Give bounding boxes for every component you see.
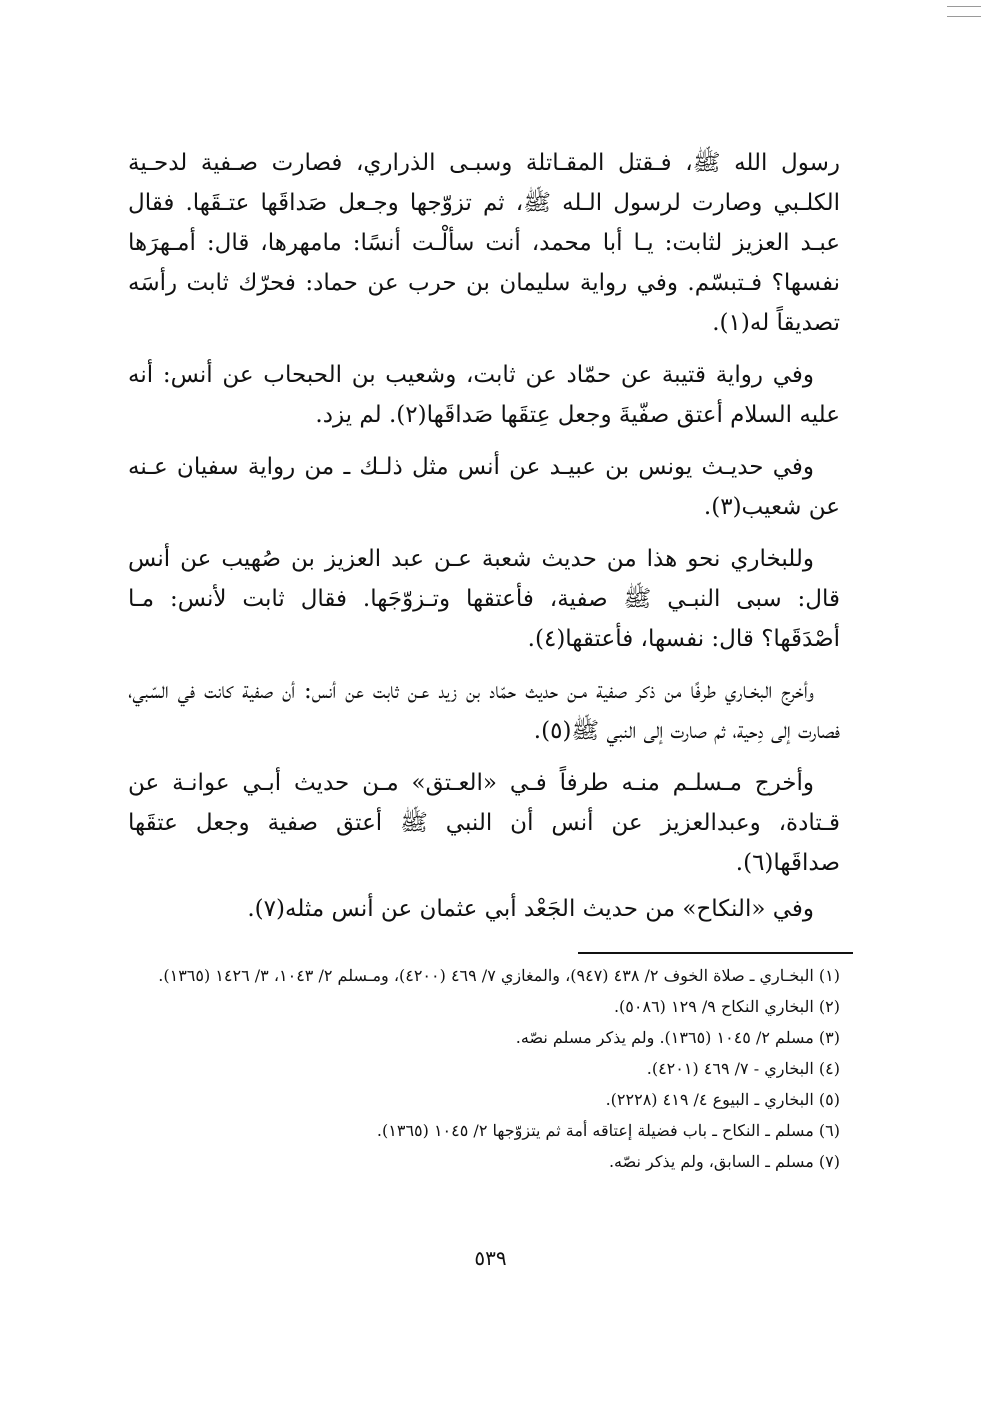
- footnote-1: (١) البخـاري ـ صلاة الخوف ٢/ ٤٣٨ (٩٤٧)، والمغازي ٧/ ٤٦٩ (٤٢٠٠)، ومـسلم ٢/ ١٠٤٣، ٣/ ١٤٢٦ (١٣٦٥).: [158, 966, 840, 985]
- footnote-separator: [578, 952, 853, 954]
- main-text: [128, 143, 840, 929]
- paragraph-5-text: وأخرج البخـاري طرفًا من ذكر صفية مـن حديث حمّاد بن زيد عـن ثابت عن أنس: أن صفية كانت في السّبي، فصارت إلى دِحية، ثم صارت إلى النبي ﷺ(٥).: [128, 678, 840, 744]
- paragraph-6-text: وأخرج مـسلـم منـه طرفاً فـي «العـتق» مـن حديث أبـي عوانـة عن قـتادة، وعبدالعزيز عن أنس أن النبي ﷺ أعتق صفية وجعل عتقَها صداقَها(٦).: [128, 770, 840, 876]
- footnote-4: (٤) البخاري - ٧/ ٤٦٩ (٤٢٠١).: [646, 1059, 840, 1078]
- paragraph-5: [128, 671, 840, 751]
- footnote-7: (٧) مسلم ـ السابق، ولم يذكر نصّه.: [608, 1152, 840, 1171]
- paragraph-4: [128, 539, 840, 659]
- paragraph-1: رسول الله ﷺ، فـقتل المقـاتلة وسبـى الذراري، فصارت صـفية لدحـية الكلـبي وصارت لرسول الـله ﷺ، ثم تزوّجها وجـعل صَداقَها عتـقَها. فقال عبـد العزيز لثابت: يـا أبا محمد، أنت سألْـت أنسًا: مامهرها، قال: أمـهرَها نفسها؟ فـتبسّم. وفي رواية سليمان بن حرب عن حماد: فحرّك ثابت رأسَه تصديقاً له(١).: [128, 150, 840, 336]
- footnote-3: (٣) مسلم ٢/ ١٠٤٥ (١٣٦٥). ولم يذكر مسلم نصّه.: [515, 1028, 840, 1047]
- paragraph-7-text: وفي «النكاح» من حديث الجَعْد أبي عثمان عن أنس مثله(٧).: [247, 896, 814, 922]
- footnotes: [128, 960, 840, 1177]
- paragraph-3: [128, 447, 840, 527]
- paragraph-2-text: وفي رواية قتيبة عن حمّاد عن ثابت، وشعيب بن الحبحاب عن أنس: أنه عليه السلام أعتق صفّيةَ وجعل عِتقَها صَداقَها(٢). لم يزد.: [128, 362, 840, 428]
- paragraph-7: [128, 889, 840, 929]
- scan-corner-mark: [947, 6, 981, 17]
- paragraph-2: [128, 355, 840, 435]
- paragraph-6: [128, 763, 840, 883]
- page-number: ٥٣٩: [474, 1246, 507, 1270]
- paragraph-4-text: وللبخاري نحو هذا من حديث شعبة عـن عبد العزيز بن صُهيب عن أنس قال: سبى النبـي ﷺ صفية، فأعتقها وتـزوّجَها. فقال ثابت لأنس: مـا أصْدَقَها؟ قال: نفسها، فأعتقها(٤).: [128, 546, 840, 652]
- footnote-5: (٥) البخاري ـ البيوع ٤/ ٤١٩ (٢٢٢٨).: [605, 1090, 840, 1109]
- footnote-6: (٦) مسلم ـ النكاح ـ باب فضيلة إعتاقه أمة ثم يتزوّجها ٢/ ١٠٤٥ (١٣٦٥).: [376, 1121, 840, 1140]
- paragraph-3-text: وفي حديـث يونس بن عبيـد عن أنس مثل ذلـك ـ من رواية سفيان عـنه عن شعيب(٣).: [128, 454, 840, 520]
- footnote-2: (٢) البخاري النكاح ٩/ ١٢٩ (٥٠٨٦).: [613, 997, 840, 1016]
